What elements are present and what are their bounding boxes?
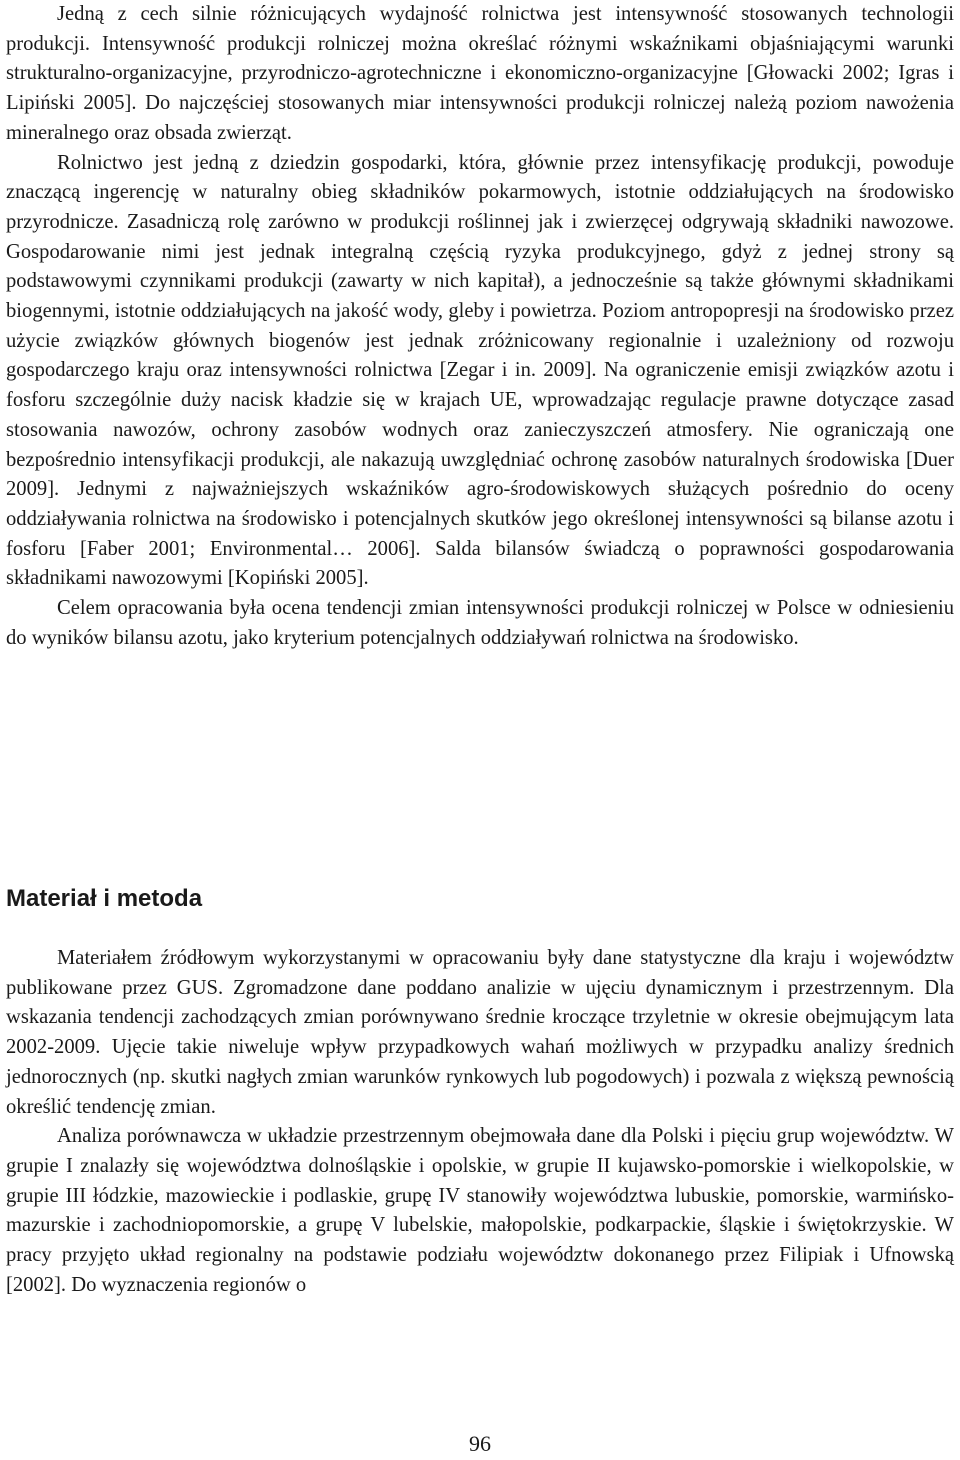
page-number: 96	[469, 1431, 491, 1456]
intro-paragraph-2: Rolnictwo jest jedną z dziedzin gospodarki, która, głównie przez intensyfikację produkcji, powoduje znaczącą ingerencję w naturalny obieg składników pokarmowych, istotnie oddziałujących na środowisko przyrodnicze. Zasadniczą rolę zarówno w produkcji roślinnej jak i zwierzęcej odgrywają składniki nawozowe. Gospodarowanie nimi jest jednak integralną częścią ryzyka produkcyjnego, gdyż z jednej strony są podstawowymi czynnikami produkcji (zawarty w nich kapitał), a jednocześnie są także głównymi składnikami biogennymi, istotnie oddziałujących na jakość wody, gleby i powietrza. Poziom antropopresji na środowisko przez użycie związków głównych biogenów jest jednak zróżnicowany regionalnie i uzależniony od rozwoju gospodarczego kraju oraz intensywności rolnictwa [Zegar i in. 2009]. Na ograniczenie emisji związków azotu i fosforu szczególnie duży nacisk kładzie się w krajach UE, wprowadzając regulacje prawne dotyczące zasad stosowania nawozów, ochrony zasobów wodnych oraz zanieczyszczeń atmosfery. Nie ograniczają one bezpośrednio intensyfikacji produkcji, ale nakazują uwzględniać ochronę zasobów naturalnych środowiska [Duer 2009]. Jednymi z najważniejszych wskaźników agro-środowiskowych służących pośrednio do oceny oddziaływania rolnictwa na środowisko i potencjalnych skutków jego określonej intensywności są bilanse azotu i fosforu [Faber 2001; Environmental… 2006]. Salda bilansów świadczą o poprawności gospodarowania składnikami nawozowymi [Kopiński 2005].	[6, 151, 954, 590]
intro-paragraph-1: Jedną z cech silnie różnicujących wydajność rolnictwa jest intensywność stosowanych technologii produkcji. Intensywność produkcji rolniczej można określać różnymi wskaźnikami objaśniającymi warunki strukturalno-organizacyjne, przyrodniczo-agrotechniczne i ekonomiczno-organizacyjne [Głowacki 2002; Igras i Lipiński 2005]. Do najczęściej stosowanych miar intensywności produkcji rolniczej należą poziom nawożenia mineralnego oraz obsada zwierząt.	[6, 3, 954, 144]
intro-paragraph-3: Celem opracowania była ocena tendencji zmian intensywności produkcji rolniczej w Polsce w odniesieniu do wyników bilansu azotu, jako kryterium potencjalnych oddziaływań rolnictwa na środowisko.	[6, 597, 954, 649]
method-paragraph-1: Materiałem źródłowym wykorzystanymi w opracowaniu były dane statystyczne dla kraju i województw publikowane przez GUS. Zgromadzone dane poddano analizie w ujęciu dynamicznym i przestrzennym. Dla wskazania tendencji zachodzących zmian porównywano średnie kroczące trzyletnie w okresie obejmującym lata 2002-2009. Ujęcie takie niweluje wpływ przypadkowych wahań możliwych w przypadku analizy średnich jednorocznych (np. skutki nagłych zmian warunków rynkowych lub pogodowych) i pozwala z większą pewnością określić tendencję zmian.	[6, 947, 954, 1118]
document-page	[6, 0, 954, 653]
section-heading: Materiał i metoda	[6, 885, 203, 912]
method-paragraph-2: Analiza porównawcza w układzie przestrzennym obejmowała dane dla Polski i pięciu grup województw. W grupie I znalazły się województwa dolnośląskie i opolskie, w grupie II kujawsko-pomorskie i wielkopolskie, w grupie III łódzkie, mazowieckie i podlaskie, grupę IV stanowiły województwa lubuskie, pomorskie, warmińsko-mazurskie i zachodniopomorskie, a grupę V lubelskie, małopolskie, podkarpackie, śląskie i świętokrzyskie. W pracy przyjęto układ regionalny na podstawie podziału województw dokonanego przez Filipiak i Ufnowską [2002]. Do wyznaczenia regionów o	[6, 1125, 954, 1296]
method-section	[6, 944, 954, 1300]
